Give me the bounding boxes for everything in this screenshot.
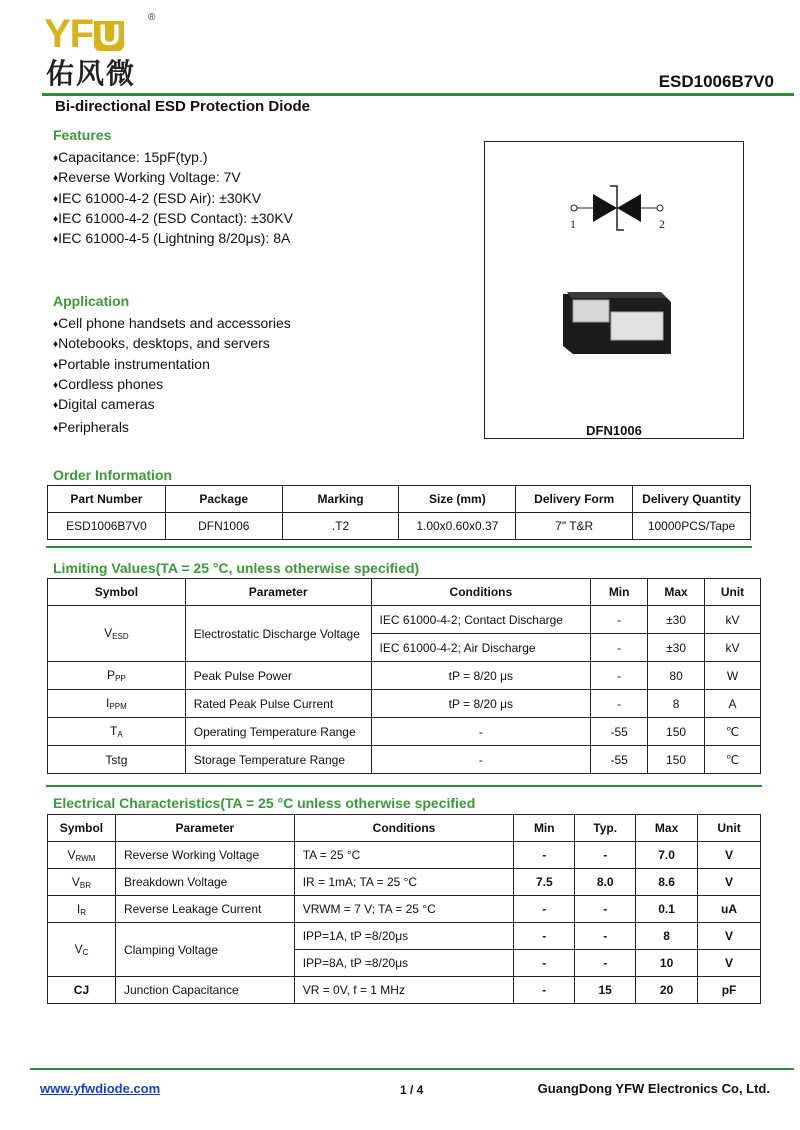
limiting-values-heading: Limiting Values(TA = 25 °C, unless otherwise specified) xyxy=(53,560,420,576)
table-header-row xyxy=(48,815,761,842)
footer-rule xyxy=(30,1068,794,1070)
parameter-cell: Operating Temperature Range xyxy=(185,718,371,746)
list-item: ♦Notebooks, desktops, and servers xyxy=(53,335,270,352)
column-header: Max xyxy=(648,579,705,606)
column-header: Size (mm) xyxy=(399,486,516,513)
max-cell: 8.6 xyxy=(636,869,698,896)
unit-cell: kV xyxy=(705,606,761,634)
symbol-cell: $V_{ESD}$ xyxy=(48,606,186,662)
list-item: ♦IEC 61000-4-2 (ESD Contact): ±30KV xyxy=(53,209,294,226)
table-row xyxy=(48,896,761,923)
condition-cell: IEC 61000-4-2; Air Discharge xyxy=(371,634,591,662)
table-row xyxy=(48,842,761,869)
typ-cell: - xyxy=(575,842,636,869)
column-header: Unit xyxy=(705,579,761,606)
unit-cell: V xyxy=(698,923,761,950)
package-label: DFN1006 xyxy=(586,423,642,438)
parameter-cell: Peak Pulse Power xyxy=(185,662,371,690)
unit-cell: ℃ xyxy=(705,718,761,746)
parameter-cell: Rated Peak Pulse Current xyxy=(185,690,371,718)
header-rule xyxy=(42,93,794,96)
symbol-cell: $V_{RWM}$ xyxy=(48,842,116,869)
max-cell: 20 xyxy=(636,977,698,1004)
part-number-title: ESD1006B7V0 xyxy=(658,72,774,91)
condition-cell: IPP=8A, tP =8/20μs xyxy=(294,950,514,977)
parameter-cell: Reverse Leakage Current xyxy=(115,896,294,923)
column-header: Min xyxy=(514,815,575,842)
min-cell: - xyxy=(514,842,575,869)
list-item: ♦IEC 61000-4-2 (ESD Air): ±30KV xyxy=(53,189,262,206)
min-cell: - xyxy=(591,690,648,718)
unit-cell: V xyxy=(698,950,761,977)
list-item: ♦Peripherals xyxy=(53,419,129,436)
unit-cell: W xyxy=(705,662,761,690)
table-row xyxy=(48,869,761,896)
symbol-cell: Tstg xyxy=(48,746,186,774)
min-cell: - xyxy=(591,634,648,662)
column-header: Typ. xyxy=(575,815,636,842)
list-item: ♦Digital cameras xyxy=(53,396,155,413)
condition-cell: tP = 8/20 μs xyxy=(371,690,591,718)
document-subtitle: Bi-directional ESD Protection Diode xyxy=(55,98,311,115)
electrical-table xyxy=(47,814,761,1004)
min-cell: - xyxy=(591,662,648,690)
min-cell: - xyxy=(514,923,575,950)
limiting-values-table xyxy=(47,578,761,774)
symbol-cell: $V_{BR}$ xyxy=(48,869,116,896)
table-row xyxy=(48,606,761,634)
table-row xyxy=(48,718,761,746)
table-header-row xyxy=(48,486,751,513)
features-heading: Features xyxy=(53,127,112,143)
symbol-cell: CJ xyxy=(48,977,116,1004)
column-header: Max xyxy=(636,815,698,842)
column-header: Delivery Form xyxy=(516,486,633,513)
column-header: Parameter xyxy=(185,579,371,606)
typ-cell: - xyxy=(575,950,636,977)
parameter-cell: Electrostatic Discharge Voltage xyxy=(185,606,371,662)
table-row xyxy=(48,662,761,690)
page-number: 1 / 4 xyxy=(400,1083,424,1097)
max-cell: 0.1 xyxy=(636,896,698,923)
section-rule xyxy=(46,785,762,787)
column-header: Delivery Quantity xyxy=(633,486,751,513)
column-header: Part Number xyxy=(48,486,166,513)
parameter-cell: Junction Capacitance xyxy=(115,977,294,1004)
website-link[interactable]: www.yfwdiode.com xyxy=(40,1081,161,1096)
unit-cell: A xyxy=(705,690,761,718)
table-row xyxy=(48,923,761,950)
unit-cell: pF xyxy=(698,977,761,1004)
column-header: Conditions xyxy=(371,579,591,606)
max-cell: 150 xyxy=(648,746,705,774)
table-cell: ESD1006B7V0 xyxy=(48,513,166,540)
parameter-cell: Clamping Voltage xyxy=(115,923,294,977)
column-header: Conditions xyxy=(294,815,514,842)
condition-cell: TA = 25 °C xyxy=(294,842,514,869)
column-header: Min xyxy=(591,579,648,606)
condition-cell: IEC 61000-4-2; Contact Discharge xyxy=(371,606,591,634)
circuit-symbol xyxy=(485,142,742,438)
table-row xyxy=(48,977,761,1004)
condition-cell: IR = 1mA; TA = 25 °C xyxy=(294,869,514,896)
typ-cell: - xyxy=(575,896,636,923)
features-list xyxy=(53,148,293,249)
registered-mark: ® xyxy=(148,12,156,23)
min-cell: -55 xyxy=(591,718,648,746)
order-heading: Order Information xyxy=(53,467,173,483)
table-cell: 10000PCS/Tape xyxy=(633,513,751,540)
symbol-cell: $T_A$ xyxy=(48,718,186,746)
list-item: ♦IEC 61000-4-5 (Lightning 8/20μs): 8A xyxy=(53,230,291,247)
max-cell: 8 xyxy=(648,690,705,718)
table-header-row xyxy=(48,579,761,606)
list-item: ♦Portable instrumentation xyxy=(53,355,210,372)
table-row xyxy=(48,746,761,774)
parameter-cell: Breakdown Voltage xyxy=(115,869,294,896)
column-header: Unit xyxy=(698,815,761,842)
table-cell: 1.00x0.60x0.37 xyxy=(399,513,516,540)
table-row xyxy=(48,513,751,540)
list-item: ♦Cell phone handsets and accessories xyxy=(53,315,291,331)
table-cell: .T2 xyxy=(282,513,399,540)
application-heading: Application xyxy=(53,293,130,309)
max-cell: 10 xyxy=(636,950,698,977)
typ-cell: - xyxy=(575,923,636,950)
application-list xyxy=(53,314,291,439)
max-cell: 80 xyxy=(648,662,705,690)
max-cell: 8 xyxy=(636,923,698,950)
symbol-cell: $P_{PP}$ xyxy=(48,662,186,690)
max-cell: ±30 xyxy=(648,634,705,662)
section-rule xyxy=(46,546,752,548)
unit-cell: kV xyxy=(705,634,761,662)
parameter-cell: Storage Temperature Range xyxy=(185,746,371,774)
max-cell: 7.0 xyxy=(636,842,698,869)
condition-cell: VR = 0V, f = 1 MHz xyxy=(294,977,514,1004)
condition-cell: - xyxy=(371,746,591,774)
pin-1-label: 1 xyxy=(570,217,576,231)
symbol-cell: $I_{PPM}$ xyxy=(48,690,186,718)
max-cell: 150 xyxy=(648,718,705,746)
device-diagram-box xyxy=(484,141,744,439)
unit-cell: ℃ xyxy=(705,746,761,774)
logo-mark: YF U xyxy=(44,14,124,54)
unit-cell: uA xyxy=(698,896,761,923)
min-cell: 7.5 xyxy=(514,869,575,896)
condition-cell: tP = 8/20 μs xyxy=(371,662,591,690)
list-item: ♦Cordless phones xyxy=(53,375,164,392)
table-cell: DFN1006 xyxy=(165,513,282,540)
min-cell: - xyxy=(514,977,575,1004)
company-logo xyxy=(44,14,164,94)
column-header: Parameter xyxy=(115,815,294,842)
symbol-cell: $V_C$ xyxy=(48,923,116,977)
min-cell: - xyxy=(514,950,575,977)
order-table xyxy=(47,485,751,540)
table-row xyxy=(48,690,761,718)
column-header: Package xyxy=(165,486,282,513)
list-item: ♦Reverse Working Voltage: 7V xyxy=(53,169,241,186)
condition-cell: VRWM = 7 V; TA = 25 °C xyxy=(294,896,514,923)
list-item: ♦Capacitance: 15pF(typ.) xyxy=(53,149,208,165)
package-image xyxy=(563,292,671,354)
typ-cell: 15 xyxy=(575,977,636,1004)
column-header: Symbol xyxy=(48,815,116,842)
unit-cell: V xyxy=(698,842,761,869)
min-cell: - xyxy=(591,606,648,634)
condition-cell: IPP=1A, tP =8/20μs xyxy=(294,923,514,950)
column-header: Symbol xyxy=(48,579,186,606)
min-cell: -55 xyxy=(591,746,648,774)
table-cell: 7" T&R xyxy=(516,513,633,540)
unit-cell: V xyxy=(698,869,761,896)
max-cell: ±30 xyxy=(648,606,705,634)
column-header: Marking xyxy=(282,486,399,513)
symbol-cell: $I_R$ xyxy=(48,896,116,923)
min-cell: - xyxy=(514,896,575,923)
parameter-cell: Reverse Working Voltage xyxy=(115,842,294,869)
electrical-heading: Electrical Characteristics(TA = 25 °C unless otherwise specified xyxy=(53,795,476,811)
pin-2-label: 2 xyxy=(659,217,665,231)
logo-chinese-name: 佑风微 xyxy=(46,57,137,90)
company-name: GuangDong YFW Electronics Co, Ltd. xyxy=(537,1081,770,1096)
condition-cell: - xyxy=(371,718,591,746)
typ-cell: 8.0 xyxy=(575,869,636,896)
